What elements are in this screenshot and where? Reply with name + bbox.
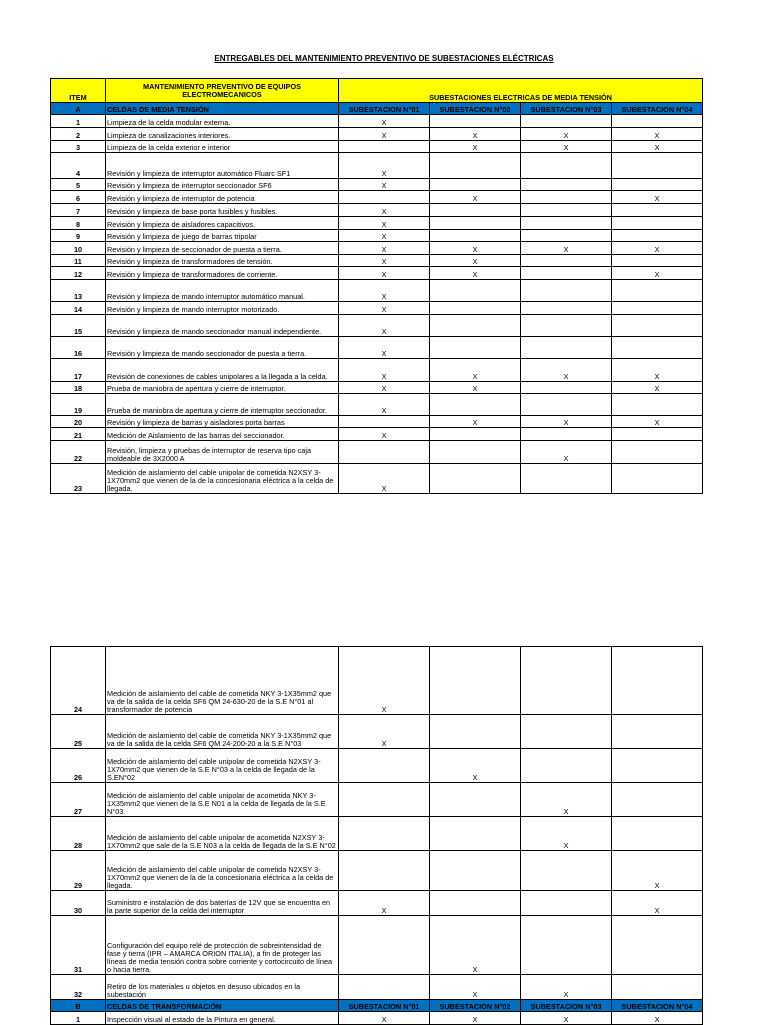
item-number: 17 bbox=[51, 359, 106, 382]
task-description: Medición de aislamiento del cable de cometida NKY 3-1X35mm2 que va de la salida de la celda SF6 QM 24-200-20 a la S.E N°03 bbox=[106, 715, 339, 749]
item-number: 9 bbox=[51, 230, 106, 242]
item-number: 15 bbox=[51, 315, 106, 337]
substation-2-mark bbox=[430, 280, 521, 302]
substation-1-mark bbox=[339, 975, 430, 1000]
substation-1-mark: X bbox=[339, 115, 430, 128]
task-description: Medición de aislamiento del cable unipolar de cometida N2XSY 3-1X70mm2 que vienen de la S.E N°03 a la celda de llegada de la S.EN°02 bbox=[106, 749, 339, 783]
substation-4-mark: X bbox=[612, 851, 703, 891]
substation-2-mark bbox=[430, 179, 521, 191]
task-description: Limpieza de la celda exterior e interior bbox=[106, 141, 339, 153]
substation-4-mark bbox=[612, 975, 703, 1000]
deliverables-table-part2 bbox=[50, 646, 703, 1025]
table-row bbox=[51, 783, 703, 817]
task-description: Revisión y limpieza de mando interruptor automático manual. bbox=[106, 280, 339, 302]
substation-4-mark bbox=[612, 115, 703, 128]
section-a-label: CELDAS DE MEDIA TENSIÓN bbox=[106, 103, 339, 115]
substation-2-mark bbox=[430, 441, 521, 464]
section-b-col-2: SUBESTACION N°02 bbox=[430, 1000, 521, 1012]
table-row bbox=[51, 191, 703, 204]
substation-4-mark: X bbox=[612, 267, 703, 280]
substation-3-mark bbox=[521, 115, 612, 128]
substation-3-mark: X bbox=[521, 141, 612, 153]
substation-3-mark bbox=[521, 464, 612, 494]
substation-4-mark bbox=[612, 783, 703, 817]
substations-header: SUBESTACIONES ELECTRICAS DE MEDIA TENSIÓN bbox=[339, 79, 703, 103]
item-number: 32 bbox=[51, 975, 106, 1000]
substation-2-mark bbox=[430, 647, 521, 715]
task-description: Revisión y limpieza de interruptor automático Fluarc SF1 bbox=[106, 153, 339, 179]
substation-2-mark bbox=[430, 230, 521, 242]
section-a-col-4: SUBESTACION N°04 bbox=[612, 103, 703, 115]
substation-1-mark: X bbox=[339, 464, 430, 494]
substation-1-mark: X bbox=[339, 428, 430, 441]
task-description: Medición de aislamiento del cable de cometida NKY 3-1X35mm2 que va de la salida de la celda SF6 QM 24-630-20 de la S.E N°01 al transformador de potencia bbox=[106, 647, 339, 715]
substation-2-mark bbox=[430, 851, 521, 891]
substation-4-mark bbox=[612, 817, 703, 851]
substation-1-mark: X bbox=[339, 891, 430, 916]
table-row bbox=[51, 315, 703, 337]
table-row bbox=[51, 217, 703, 230]
substation-3-mark bbox=[521, 217, 612, 230]
table-row bbox=[51, 141, 703, 153]
table-row bbox=[51, 428, 703, 441]
substation-2-mark bbox=[430, 464, 521, 494]
section-a-col-2: SUBESTACION N°02 bbox=[430, 103, 521, 115]
substation-2-mark bbox=[430, 115, 521, 128]
substation-4-mark bbox=[612, 428, 703, 441]
table-row bbox=[51, 416, 703, 428]
item-number: 12 bbox=[51, 267, 106, 280]
substation-1-mark bbox=[339, 749, 430, 783]
item-number: 19 bbox=[51, 394, 106, 416]
substation-1-mark: X bbox=[339, 337, 430, 359]
substation-2-mark: X bbox=[430, 416, 521, 428]
task-description: Suministro e instalación de dos baterías de 12V que se encuentra en la parte superior de la celda del interruptor bbox=[106, 891, 339, 916]
task-description: Revisión y limpieza de mando seccionador manual independiente. bbox=[106, 315, 339, 337]
task-description: Prueba de maniobra de apertura y cierre de interruptor. bbox=[106, 382, 339, 394]
item-number: 2 bbox=[51, 128, 106, 141]
item-number: 3 bbox=[51, 141, 106, 153]
task-description: Medición de aislamiento del cable unipolar de cometida N2XSY 3-1X70mm2 que vienen de la de la concesionaria eléctrica a la celda de llegada. bbox=[106, 851, 339, 891]
substation-2-mark: X bbox=[430, 1012, 521, 1025]
substation-4-mark bbox=[612, 715, 703, 749]
substation-1-mark: X bbox=[339, 204, 430, 217]
task-description: Retiro de los materiales u objetos en desuso ubicados en la subestación bbox=[106, 975, 339, 1000]
item-number: 20 bbox=[51, 416, 106, 428]
substation-3-mark bbox=[521, 382, 612, 394]
substation-2-mark: X bbox=[430, 267, 521, 280]
substation-1-mark bbox=[339, 191, 430, 204]
table-row bbox=[51, 891, 703, 916]
substation-2-mark bbox=[430, 337, 521, 359]
item-number: 7 bbox=[51, 204, 106, 217]
section-a-letter: A bbox=[51, 103, 106, 115]
table-row bbox=[51, 302, 703, 315]
substation-2-mark bbox=[430, 217, 521, 230]
substation-2-mark bbox=[430, 204, 521, 217]
substation-4-mark bbox=[612, 315, 703, 337]
table-row bbox=[51, 817, 703, 851]
substation-1-mark: X bbox=[339, 1012, 430, 1025]
substation-1-mark: X bbox=[339, 217, 430, 230]
substation-4-mark bbox=[612, 916, 703, 975]
maintenance-header: MANTENIMIENTO PREVENTIVO DE EQUIPOS ELECTROMECANICOS bbox=[106, 79, 339, 103]
substation-4-mark bbox=[612, 204, 703, 217]
table-row bbox=[51, 230, 703, 242]
task-description: Revisión y limpieza de aisladores capacitivos. bbox=[106, 217, 339, 230]
substation-4-mark: X bbox=[612, 242, 703, 255]
substation-3-mark: X bbox=[521, 1012, 612, 1025]
substation-4-mark: X bbox=[612, 128, 703, 141]
task-description: Revisión y limpieza de mando interruptor motorizado. bbox=[106, 302, 339, 315]
item-number: 10 bbox=[51, 242, 106, 255]
item-number: 1 bbox=[51, 115, 106, 128]
substation-2-mark: X bbox=[430, 749, 521, 783]
substation-2-mark: X bbox=[430, 255, 521, 267]
section-b-header-row bbox=[51, 1000, 703, 1012]
substation-4-mark bbox=[612, 179, 703, 191]
substation-2-mark: X bbox=[430, 382, 521, 394]
substation-3-mark bbox=[521, 191, 612, 204]
substation-2-mark: X bbox=[430, 141, 521, 153]
substation-2-mark: X bbox=[430, 916, 521, 975]
substation-3-mark bbox=[521, 267, 612, 280]
table-row bbox=[51, 916, 703, 975]
item-number: 26 bbox=[51, 749, 106, 783]
task-description: Medición de Aislamiento de las barras del seccionador. bbox=[106, 428, 339, 441]
item-header: ITEM bbox=[51, 79, 106, 103]
substation-1-mark bbox=[339, 783, 430, 817]
table-row bbox=[51, 851, 703, 891]
substation-1-mark: X bbox=[339, 267, 430, 280]
task-description: Revisión y limpieza de juego de barras tripolar bbox=[106, 230, 339, 242]
substation-3-mark: X bbox=[521, 359, 612, 382]
substation-3-mark bbox=[521, 230, 612, 242]
item-number: 29 bbox=[51, 851, 106, 891]
substation-3-mark: X bbox=[521, 128, 612, 141]
substation-4-mark bbox=[612, 230, 703, 242]
table-row bbox=[51, 267, 703, 280]
substation-3-mark bbox=[521, 851, 612, 891]
substation-4-mark bbox=[612, 280, 703, 302]
substation-2-mark bbox=[430, 891, 521, 916]
task-description: Revisión y limpieza de mando seccionador de puesta a tierra. bbox=[106, 337, 339, 359]
task-description: Medición de aislamiento del cable unipolar de acometida NKY 3-1X35mm2 que vienen de la S.E N01 a la celda de llegada de la S.E N°03. bbox=[106, 783, 339, 817]
substation-4-mark: X bbox=[612, 382, 703, 394]
substation-1-mark: X bbox=[339, 382, 430, 394]
substation-4-mark bbox=[612, 749, 703, 783]
substation-3-mark bbox=[521, 891, 612, 916]
substation-3-mark bbox=[521, 302, 612, 315]
substation-3-mark bbox=[521, 715, 612, 749]
task-description: Revisión y limpieza de interruptor seccionador SF6 bbox=[106, 179, 339, 191]
table-row bbox=[51, 647, 703, 715]
item-number: 27 bbox=[51, 783, 106, 817]
table-row bbox=[51, 280, 703, 302]
substation-4-mark: X bbox=[612, 416, 703, 428]
task-description: Revisión, limpieza y pruebas de interruptor de reserva tipo caja moldeable de 3X2000 A bbox=[106, 441, 339, 464]
task-description: Revisión y limpieza de transformadores de corriente. bbox=[106, 267, 339, 280]
substation-1-mark bbox=[339, 141, 430, 153]
table-row bbox=[51, 359, 703, 382]
substation-2-mark bbox=[430, 783, 521, 817]
task-description: Configuración del equipo relé de protección de sobreintensidad de fase y tierra (IPR – AMARCA ORION ITALIA), a fin de proteger las líneas de media tensión contra sobre corriente y cortocircuito de línea o hacia tierra. bbox=[106, 916, 339, 975]
substation-1-mark bbox=[339, 916, 430, 975]
table-row bbox=[51, 394, 703, 416]
task-description: Revisión y limpieza de base porta fusibles y fusibles. bbox=[106, 204, 339, 217]
document-title: ENTREGABLES DEL MANTENIMIENTO PREVENTIVO DE SUBESTACIONES ELÉCTRICAS bbox=[214, 54, 554, 63]
substation-4-mark: X bbox=[612, 891, 703, 916]
substation-3-mark bbox=[521, 337, 612, 359]
table-row bbox=[51, 128, 703, 141]
substation-3-mark bbox=[521, 428, 612, 441]
substation-2-mark: X bbox=[430, 191, 521, 204]
item-number: 24 bbox=[51, 647, 106, 715]
substation-4-mark bbox=[612, 647, 703, 715]
item-number: 23 bbox=[51, 464, 106, 494]
substation-1-mark: X bbox=[339, 715, 430, 749]
substation-4-mark: X bbox=[612, 191, 703, 204]
substation-3-mark bbox=[521, 153, 612, 179]
substation-2-mark bbox=[430, 394, 521, 416]
section-b-letter: B bbox=[51, 1000, 106, 1012]
item-number: 1 bbox=[51, 1012, 106, 1025]
item-number: 31 bbox=[51, 916, 106, 975]
item-number: 22 bbox=[51, 441, 106, 464]
item-number: 5 bbox=[51, 179, 106, 191]
substation-3-mark bbox=[521, 749, 612, 783]
header-row bbox=[51, 79, 703, 103]
task-description: Inspección visual al estado de la Pintura en general. bbox=[106, 1012, 339, 1025]
substation-2-mark bbox=[430, 315, 521, 337]
substation-1-mark: X bbox=[339, 280, 430, 302]
substation-1-mark bbox=[339, 817, 430, 851]
substation-1-mark: X bbox=[339, 230, 430, 242]
substation-3-mark: X bbox=[521, 242, 612, 255]
substation-4-mark bbox=[612, 337, 703, 359]
substation-1-mark bbox=[339, 851, 430, 891]
task-description: Medición de aislamiento del cable unipolar de acometida N2XSY 3-1X70mm2 que sale de la S.E N03 a la celda de llegada de la S.E N°02 bbox=[106, 817, 339, 851]
table-row bbox=[51, 975, 703, 1000]
substation-2-mark bbox=[430, 817, 521, 851]
substation-1-mark: X bbox=[339, 394, 430, 416]
table-row bbox=[51, 464, 703, 494]
substation-2-mark bbox=[430, 428, 521, 441]
substation-2-mark bbox=[430, 302, 521, 315]
task-description: Revisión y limpieza de barras y aisladores porta barras bbox=[106, 416, 339, 428]
substation-4-mark bbox=[612, 302, 703, 315]
substation-2-mark: X bbox=[430, 242, 521, 255]
substation-4-mark bbox=[612, 441, 703, 464]
substation-3-mark: X bbox=[521, 975, 612, 1000]
section-b-col-1: SUBESTACION N°01 bbox=[339, 1000, 430, 1012]
substation-4-mark bbox=[612, 464, 703, 494]
substation-4-mark bbox=[612, 217, 703, 230]
substation-1-mark: X bbox=[339, 315, 430, 337]
item-number: 4 bbox=[51, 153, 106, 179]
substation-3-mark bbox=[521, 647, 612, 715]
table-row bbox=[51, 441, 703, 464]
table-row bbox=[51, 153, 703, 179]
substation-1-mark bbox=[339, 416, 430, 428]
substation-1-mark: X bbox=[339, 242, 430, 255]
section-a-header-row bbox=[51, 103, 703, 115]
item-number: 14 bbox=[51, 302, 106, 315]
section-b-label: CELDAS DE TRANSFORMACIÓN bbox=[106, 1000, 339, 1012]
substation-1-mark: X bbox=[339, 255, 430, 267]
substation-4-mark: X bbox=[612, 141, 703, 153]
substation-2-mark: X bbox=[430, 359, 521, 382]
substation-2-mark: X bbox=[430, 975, 521, 1000]
item-number: 25 bbox=[51, 715, 106, 749]
task-description: Revisión y limpieza de transformadores de tensión. bbox=[106, 255, 339, 267]
item-number: 13 bbox=[51, 280, 106, 302]
deliverables-table-part1 bbox=[50, 78, 703, 494]
item-number: 11 bbox=[51, 255, 106, 267]
substation-1-mark: X bbox=[339, 153, 430, 179]
substation-3-mark: X bbox=[521, 416, 612, 428]
item-number: 21 bbox=[51, 428, 106, 441]
section-b-col-3: SUBESTACION N°03 bbox=[521, 1000, 612, 1012]
substation-3-mark bbox=[521, 204, 612, 217]
substation-2-mark bbox=[430, 153, 521, 179]
item-number: 6 bbox=[51, 191, 106, 204]
task-description: Revisión y limpieza de seccionador de puesta a tierra. bbox=[106, 242, 339, 255]
substation-4-mark: X bbox=[612, 1012, 703, 1025]
task-description: Prueba de maniobra de apertura y cierre de interruptor seccionador. bbox=[106, 394, 339, 416]
substation-3-mark bbox=[521, 179, 612, 191]
substation-3-mark: X bbox=[521, 817, 612, 851]
table-row bbox=[51, 382, 703, 394]
substation-1-mark: X bbox=[339, 359, 430, 382]
item-number: 16 bbox=[51, 337, 106, 359]
item-number: 28 bbox=[51, 817, 106, 851]
substation-3-mark bbox=[521, 280, 612, 302]
item-number: 8 bbox=[51, 217, 106, 230]
section-a-col-1: SUBESTACION N°01 bbox=[339, 103, 430, 115]
table-row bbox=[51, 255, 703, 267]
substation-3-mark bbox=[521, 255, 612, 267]
substation-3-mark: X bbox=[521, 441, 612, 464]
table-row bbox=[51, 179, 703, 191]
table-row bbox=[51, 204, 703, 217]
task-description: Revisión de conexiones de cables unipolares a la llegada a la celda. bbox=[106, 359, 339, 382]
substation-3-mark: X bbox=[521, 783, 612, 817]
section-b-col-4: SUBESTACION N°04 bbox=[612, 1000, 703, 1012]
task-description: Medición de aislamiento del cable unipolar de cometida N2XSY 3-1X70mm2 que vienen de la de la concesionaria eléctrica a la celda de llegada. bbox=[106, 464, 339, 494]
substation-3-mark bbox=[521, 315, 612, 337]
task-description: Limpieza de la celda modular externa. bbox=[106, 115, 339, 128]
substation-4-mark bbox=[612, 394, 703, 416]
substation-1-mark: X bbox=[339, 302, 430, 315]
substation-1-mark: X bbox=[339, 179, 430, 191]
substation-4-mark bbox=[612, 255, 703, 267]
substation-1-mark: X bbox=[339, 647, 430, 715]
item-number: 18 bbox=[51, 382, 106, 394]
table-row bbox=[51, 715, 703, 749]
table-row bbox=[51, 1012, 703, 1025]
substation-2-mark: X bbox=[430, 128, 521, 141]
substation-3-mark bbox=[521, 394, 612, 416]
task-description: Limpieza de canalizaciones interiores. bbox=[106, 128, 339, 141]
table-row bbox=[51, 337, 703, 359]
substation-1-mark bbox=[339, 441, 430, 464]
item-number: 30 bbox=[51, 891, 106, 916]
table-row bbox=[51, 242, 703, 255]
section-a-col-3: SUBESTACION N°03 bbox=[521, 103, 612, 115]
table-row bbox=[51, 749, 703, 783]
substation-1-mark: X bbox=[339, 128, 430, 141]
substation-2-mark bbox=[430, 715, 521, 749]
substation-4-mark bbox=[612, 153, 703, 179]
substation-3-mark bbox=[521, 916, 612, 975]
substation-4-mark: X bbox=[612, 359, 703, 382]
table-row bbox=[51, 115, 703, 128]
task-description: Revisión y limpieza de interruptor de potencia bbox=[106, 191, 339, 204]
